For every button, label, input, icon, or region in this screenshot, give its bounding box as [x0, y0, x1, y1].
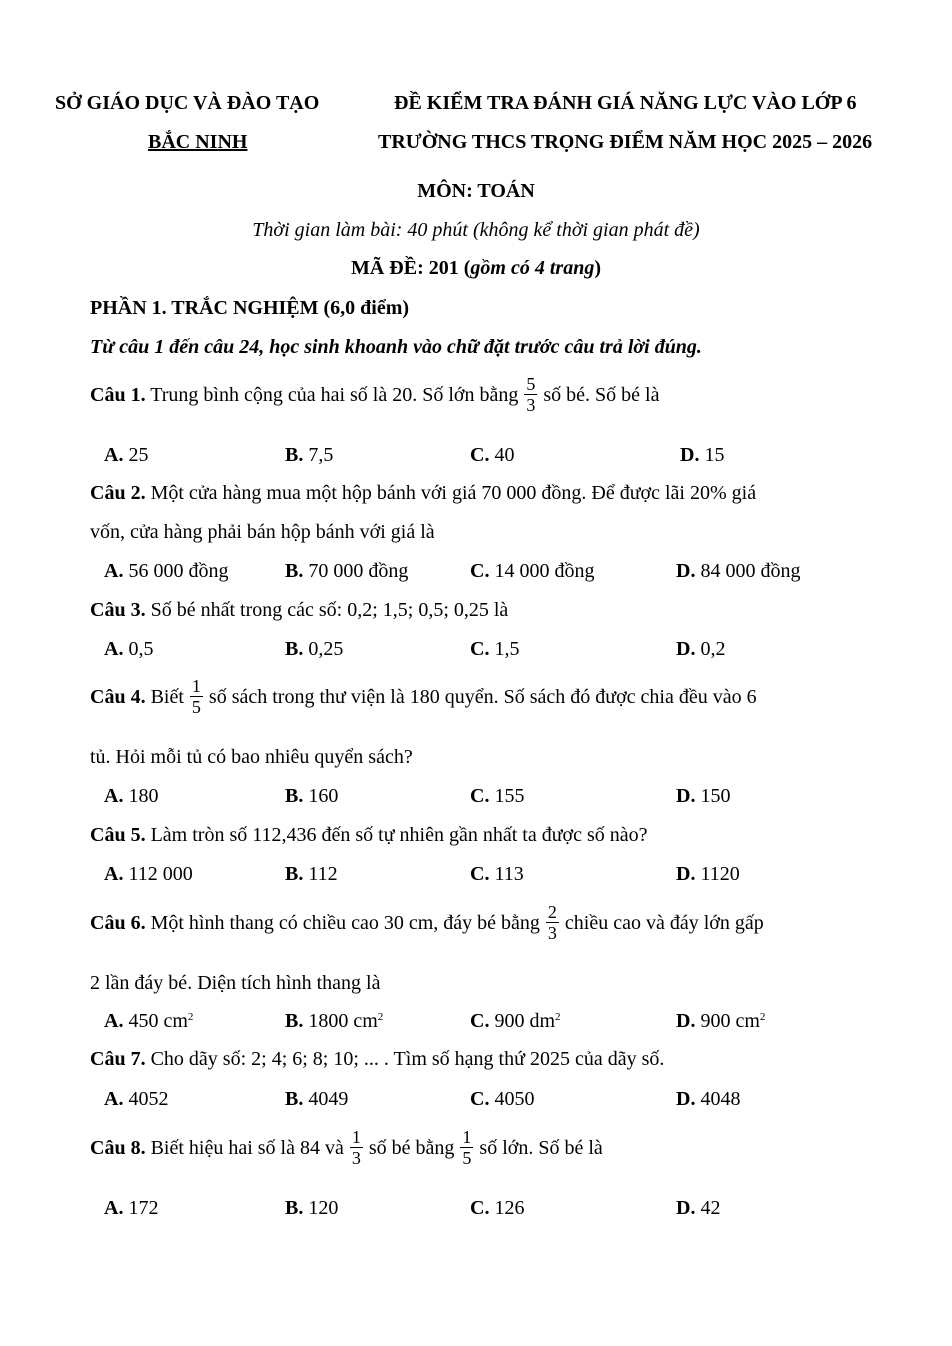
q8-option-b[interactable]: B. 120 — [285, 1197, 339, 1219]
q6-option-b[interactable]: B. 1800 $cm^2$ — [285, 1010, 384, 1032]
q1-option-b[interactable]: B. 7,5 — [285, 444, 334, 466]
question-4-line2: tủ. Hỏi mỗi tủ có bao nhiêu quyển sách? — [90, 746, 413, 768]
q8-option-c[interactable]: C. 126 — [470, 1197, 525, 1219]
fraction-2-3: $\frac{2}{3}$ — [547, 902, 557, 943]
question-2: Câu 2. Một cửa hàng mua một hộp bánh với giá 70 000 đồng. Để được lãi 20% giá — [90, 482, 757, 504]
q8-option-a[interactable]: A. 172 — [104, 1197, 159, 1219]
question-1: Câu 1. Trung bình cộng của hai số là 20. Số lớn bằng $\frac{5}{3}$ số bé. Số bé là — [90, 374, 660, 415]
school-year: TRƯỜNG THCS TRỌNG ĐIỂM NĂM HỌC 2025 – 2026 — [378, 131, 873, 153]
q4-option-b[interactable]: B. 160 — [285, 785, 339, 807]
department-name: SỞ GIÁO DỤC VÀ ĐÀO TẠO — [55, 92, 320, 114]
question-2-line2: vốn, cửa hàng phải bán hộp bánh với giá là — [90, 521, 435, 543]
q1-option-d[interactable]: D. 15 — [680, 444, 725, 466]
exam-code: MÃ ĐỀ: 201 (gồm có 4 trang) — [350, 257, 601, 279]
exam-title: ĐỀ KIỂM TRA ĐÁNH GIÁ NĂNG LỰC VÀO LỚP 6 — [394, 92, 857, 114]
q4-option-c[interactable]: C. 155 — [470, 785, 525, 807]
q4-option-d[interactable]: D. 150 — [676, 785, 731, 807]
q7-option-a[interactable]: A. 4052 — [104, 1088, 169, 1110]
q7-option-b[interactable]: B. 4049 — [285, 1088, 349, 1110]
q3-option-a[interactable]: A. 0,5 — [104, 638, 154, 660]
q6-option-d[interactable]: D. 900 $cm^2$ — [676, 1010, 766, 1032]
q6-option-c[interactable]: C. 900 $dm^2$ — [470, 1010, 561, 1032]
q5-option-a[interactable]: A. 112 000 — [104, 863, 193, 885]
time-note: Thời gian làm bài: 40 phút (không kể thời gian phát đề) — [252, 219, 700, 241]
question-6-line2: 2 lần đáy bé. Diện tích hình thang là — [90, 972, 381, 994]
question-7: Câu 7. Cho dãy số: 2; 4; 6; 8; 10; ... . Tìm số hạng thứ 2025 của dãy số. — [90, 1048, 665, 1070]
question-5: Câu 5. Làm tròn số 112,436 đến số tự nhiên gần nhất ta được số nào? — [90, 824, 648, 846]
q2-option-d[interactable]: D. 84 000 đồng — [676, 560, 801, 582]
q3-option-b[interactable]: B. 0,25 — [285, 638, 344, 660]
fraction-5-3: $\frac{5}{3}$ — [526, 374, 536, 415]
subject-title: MÔN: TOÁN — [417, 180, 535, 202]
fraction-1-5: $\frac{1}{5}$ — [462, 1127, 472, 1168]
q1-option-a[interactable]: A. 25 — [104, 444, 149, 466]
q2-option-a[interactable]: A. 56 000 đồng — [104, 560, 229, 582]
q4-option-a[interactable]: A. 180 — [104, 785, 159, 807]
q3-option-d[interactable]: D. 0,2 — [676, 638, 726, 660]
question-3: Câu 3. Số bé nhất trong các số: 0,2; 1,5; 0,5; 0,25 là — [90, 599, 509, 621]
province-name: BẮC NINH — [148, 131, 248, 153]
q7-option-c[interactable]: C. 4050 — [470, 1088, 535, 1110]
question-4: Câu 4. Biết $\frac{1}{5}$ số sách trong thư viện là 180 quyển. Số sách đó được chia đều vào 6 — [90, 676, 757, 717]
q2-option-c[interactable]: C. 14 000 đồng — [470, 560, 595, 582]
q8-option-d[interactable]: D. 42 — [676, 1197, 721, 1219]
q5-option-b[interactable]: B. 112 — [285, 863, 338, 885]
q1-option-c[interactable]: C. 40 — [470, 444, 515, 466]
fraction-1-3: $\frac{1}{3}$ — [351, 1127, 361, 1168]
fraction-1-5: $\frac{1}{5}$ — [191, 676, 201, 717]
q5-option-d[interactable]: D. 1120 — [676, 863, 740, 885]
section-instruction: Từ câu 1 đến câu 24, học sinh khoanh vào chữ đặt trước câu trả lời đúng. — [90, 336, 702, 358]
section-title: PHẦN 1. TRẮC NGHIỆM (6,0 điểm) — [90, 297, 410, 319]
q3-option-c[interactable]: C. 1,5 — [470, 638, 520, 660]
question-6: Câu 6. Một hình thang có chiều cao 30 cm, đáy bé bằng $\frac{2}{3}$ chiều cao và đáy lớn gấp — [90, 902, 764, 943]
q5-option-c[interactable]: C. 113 — [470, 863, 524, 885]
q6-option-a[interactable]: A. 450 $cm^2$ — [104, 1010, 194, 1032]
question-8: Câu 8. Biết hiệu hai số là 84 và $\frac{1}{3}$ số bé bằng $\frac{1}{5}$ số lớn. Số bé là — [90, 1127, 603, 1168]
q7-option-d[interactable]: D. 4048 — [676, 1088, 741, 1110]
q2-option-b[interactable]: B. 70 000 đồng — [285, 560, 409, 582]
